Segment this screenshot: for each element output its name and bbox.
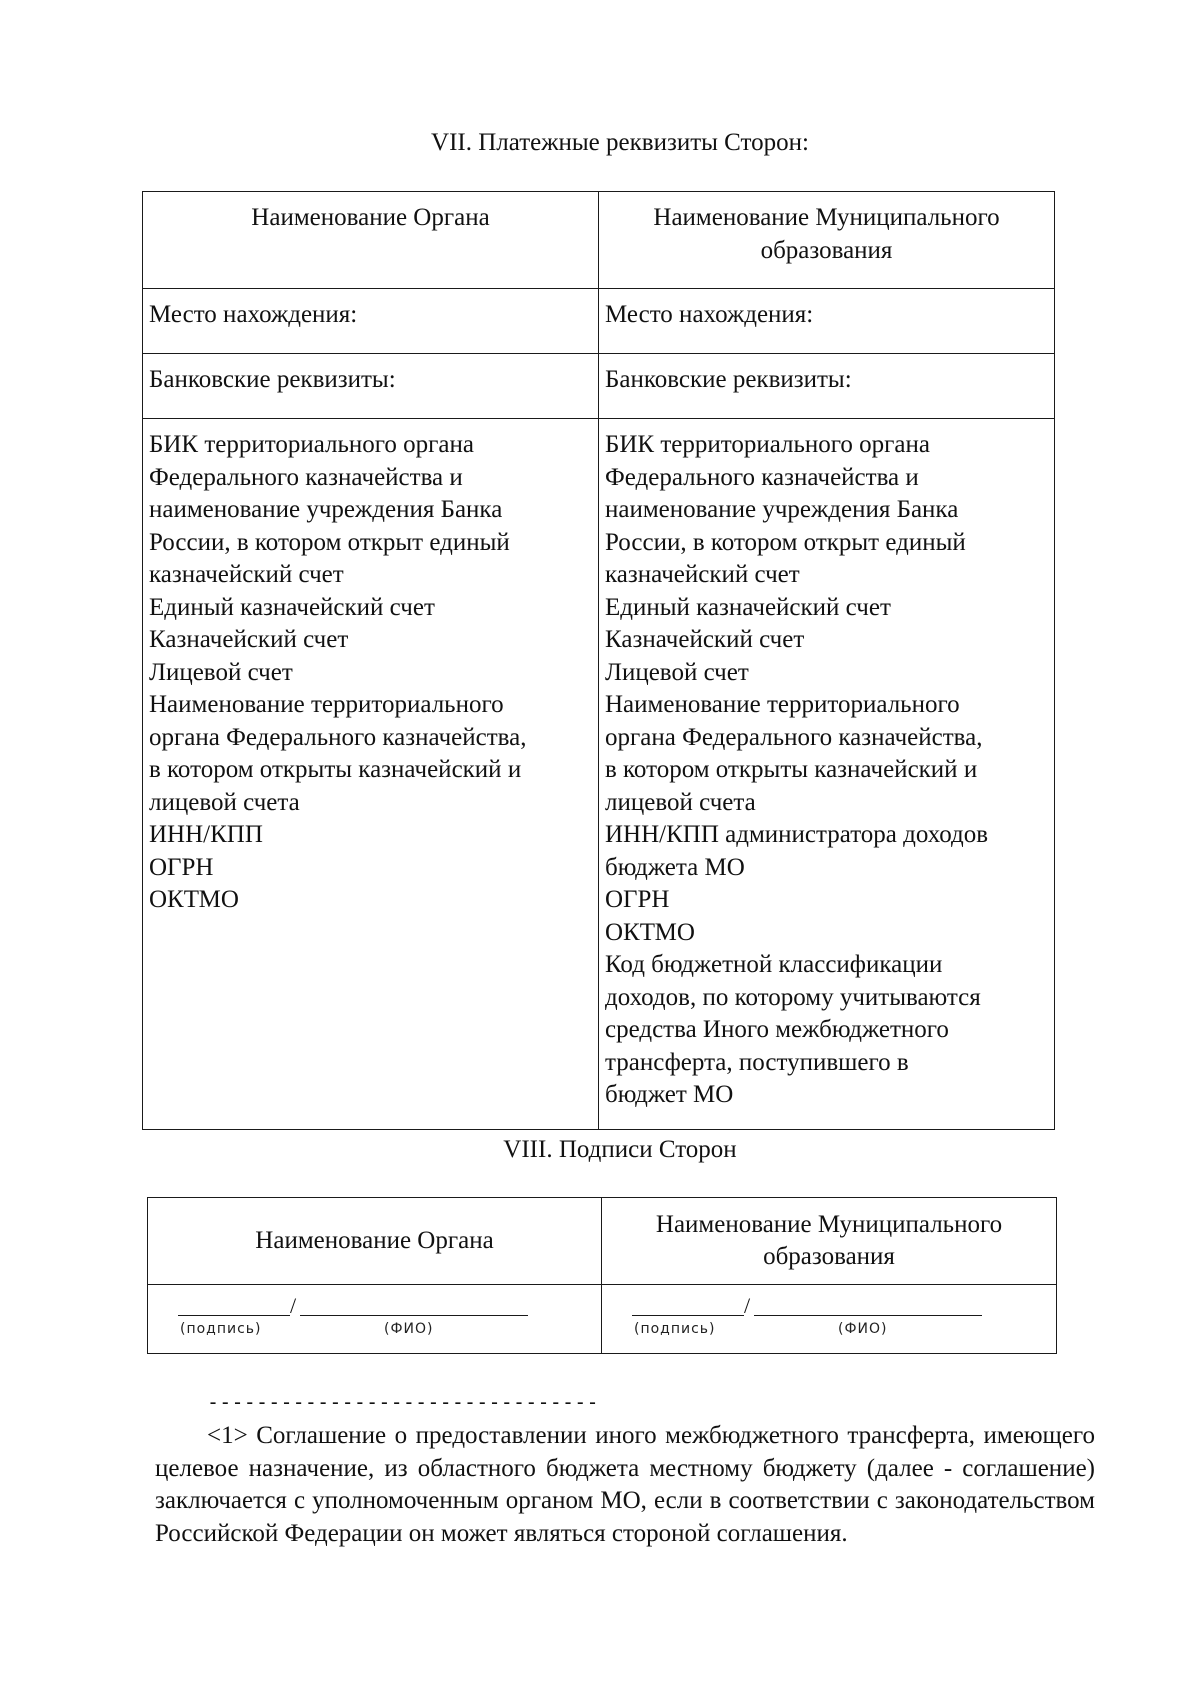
detail-line: ОГРН <box>149 853 214 881</box>
detail-line: ОКТМО <box>149 886 239 913</box>
signature-caption: (подпись) <box>634 1321 716 1337</box>
footnote-text: <1> Соглашение о предоставлении иного межбюджетного трансферта, имеющего целевое назначение, из областного бюджета местному бюджету (далее - соглашение) заключается с уполномоченным органом МО, если в соответствии с законодательством Российской Федерации он может являться стороной соглашения. <box>155 1422 1095 1547</box>
name-caption: (ФИО) <box>384 1321 434 1337</box>
detail-line: Единый казначейский счет <box>149 593 435 621</box>
detail-line: в котором открыты казначейский и <box>605 756 978 783</box>
detail-line: лицевой счета <box>149 788 300 816</box>
signature-line <box>632 1315 744 1316</box>
right-location-label: Место нахождения: <box>599 289 1055 354</box>
signatures-table <box>147 1197 1057 1354</box>
separator-slash: / <box>744 1293 751 1318</box>
detail-line: БИК территориального органа <box>605 431 930 458</box>
right-party-header <box>599 192 1055 289</box>
name-line <box>754 1315 982 1316</box>
section-8-title: VIII. Подписи Сторон <box>503 1136 737 1163</box>
detail-line: органа Федерального казначейства, <box>149 723 527 751</box>
detail-line: России, в котором открыт единый <box>605 528 966 556</box>
right-bank-details <box>599 419 1055 1130</box>
separator-slash: / <box>290 1293 297 1318</box>
detail-line: ОГРН <box>605 886 670 913</box>
detail-line: наименование учреждения Банка <box>149 496 503 523</box>
detail-line: казначейский счет <box>149 561 344 588</box>
right-signature-header <box>602 1198 1057 1285</box>
detail-line: Федерального казначейства и <box>149 463 463 491</box>
detail-line: бюджет МО <box>605 1081 734 1108</box>
signature-line <box>178 1315 290 1316</box>
name-line <box>300 1315 528 1316</box>
left-signature-header: Наименование Органа <box>148 1198 602 1285</box>
detail-line: в котором открыты казначейский и <box>149 756 522 783</box>
detail-line: доходов, по которому учитываются <box>605 983 981 1011</box>
right-party-header-line2: образования <box>760 236 893 264</box>
detail-line: Лицевой счет <box>605 658 749 686</box>
detail-line: ИНН/КПП администратора доходов <box>605 821 989 848</box>
detail-line: Наименование территориального <box>605 691 960 718</box>
detail-line: трансферта, поступившего в <box>605 1048 909 1076</box>
detail-line: Код бюджетной классификации <box>605 951 943 978</box>
left-bank-details <box>143 419 599 1130</box>
signature-caption: (подпись) <box>180 1321 262 1337</box>
detail-line: России, в котором открыт единый <box>149 528 510 556</box>
detail-line: органа Федерального казначейства, <box>605 723 983 751</box>
detail-line: БИК территориального органа <box>149 431 474 458</box>
detail-line: средства Иного межбюджетного <box>605 1016 949 1043</box>
payment-details-table <box>142 191 1055 1130</box>
detail-line: ОКТМО <box>605 918 695 946</box>
detail-line: наименование учреждения Банка <box>605 496 959 523</box>
section-7-title: VII. Платежные реквизиты Сторон: <box>431 129 809 156</box>
detail-line: ИНН/КПП <box>149 821 263 848</box>
right-bank-label: Банковские реквизиты: <box>599 354 1055 419</box>
detail-line: лицевой счета <box>605 788 756 816</box>
left-location-label: Место нахождения: <box>143 289 599 354</box>
right-signature-header-line1: Наименование Муниципального <box>655 1210 1003 1238</box>
left-party-header: Наименование Органа <box>143 192 599 289</box>
detail-line: Федерального казначейства и <box>605 463 919 491</box>
right-party-header-line1: Наименование Муниципального <box>653 204 1000 231</box>
detail-line: Единый казначейский счет <box>605 593 891 621</box>
left-bank-label: Банковские реквизиты: <box>143 354 599 419</box>
detail-line: Наименование территориального <box>149 691 504 718</box>
name-caption: (ФИО) <box>838 1321 888 1337</box>
right-signature-cell <box>602 1285 1057 1354</box>
detail-line: Лицевой счет <box>149 658 293 686</box>
left-signature-cell <box>148 1285 602 1354</box>
detail-line: Казначейский счет <box>149 626 349 653</box>
right-signature-header-line2: образования <box>763 1243 895 1270</box>
detail-line: Казначейский счет <box>605 626 805 653</box>
footnote-separator: -------------------------------- <box>207 1390 599 1414</box>
detail-line: казначейский счет <box>605 561 800 588</box>
detail-line: бюджета МО <box>605 853 745 881</box>
